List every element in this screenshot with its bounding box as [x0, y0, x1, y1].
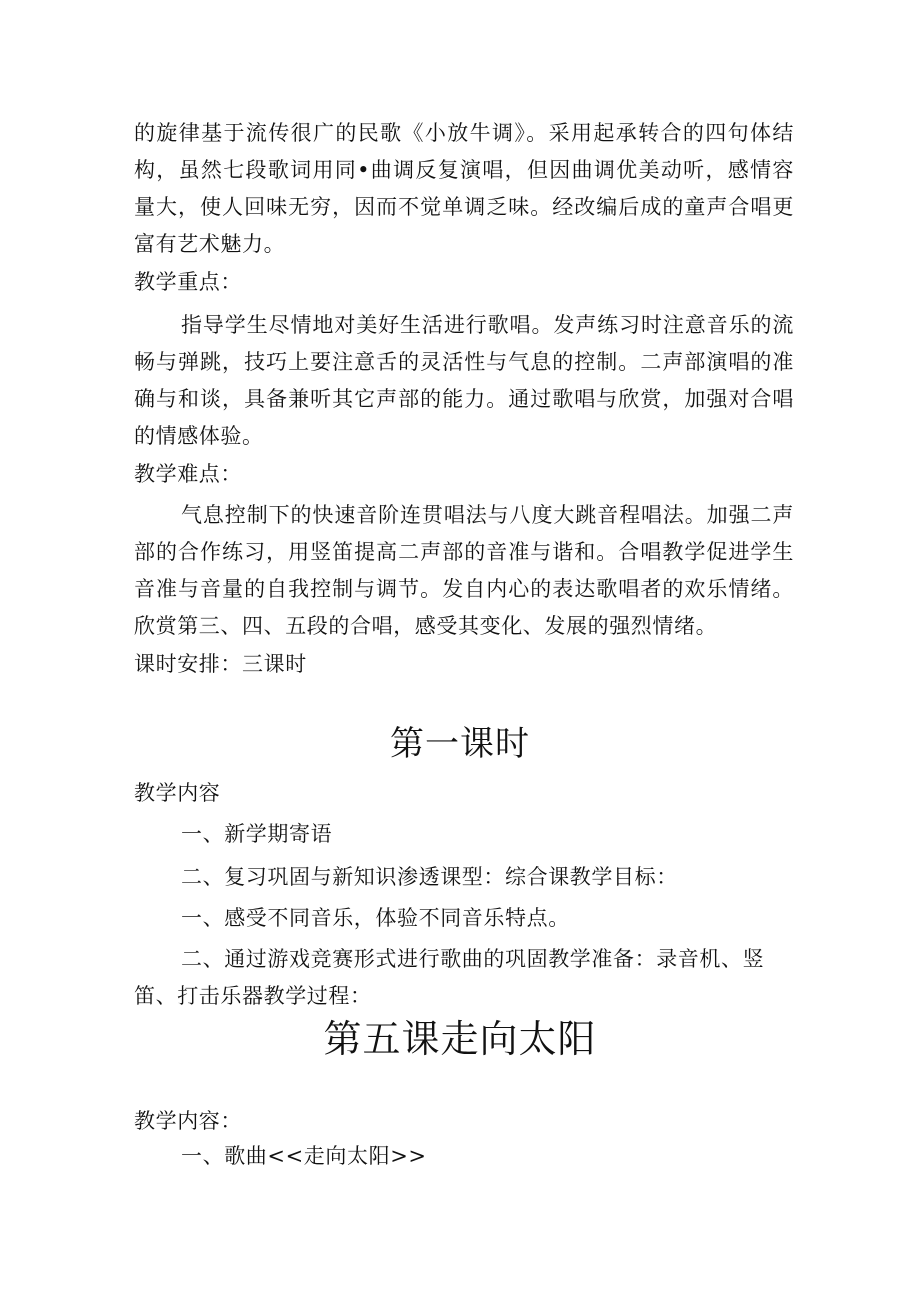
lesson-one-item: 二、复习巩固与新知识渗透课型：综合课教学目标： [181, 865, 678, 889]
difficulties-label: 教学难点： [134, 462, 242, 486]
difficulties-paragraph: 气息控制下的快速音阶连贯唱法与八度大跳音程唱法。加强二声部的合作练习，用竖笛提高二声部的音准与谐和。合唱教学促进学生音准与音量的自我控制与调节。发自内心的表达歌唱者的欢乐情绪。欣赏第三、四、五段的合唱，感受其变化、发展的强烈情绪。 [134, 503, 794, 638]
intro-paragraph: 的旋律基于流传很广的民歌《小放牛调》。采用起承转合的四句体结构，虽然七段歌词用同•曲调反复演唱，但因曲调优美动听，感情容量大，使人回味无穷，因而不觉单调乏味。经改编后成的童声合唱更富有艺术魅力。 [134, 121, 794, 256]
key-points-paragraph: 指导学生尽情地对美好生活进行歌唱。发声练习时注意音乐的流畅与弹跳，技巧上要注意舌的灵活性与气息的控制。二声部演唱的准确与和谈，具备兼听其它声部的能力。通过歌唱与欣赏，加强对合唱的情感体验。 [134, 313, 794, 448]
schedule-text: 课时安排：三课时 [134, 652, 307, 676]
lesson-five-item: 一、歌曲<<走向太阳>> [181, 1144, 427, 1168]
lesson-one-item: 二、通过游戏竞赛形式进行歌曲的巩固教学准备：录音机、竖笛、打击乐器教学过程： [134, 947, 765, 1008]
lesson-five-title: 第五课走向太阳 [323, 1017, 597, 1061]
lesson-one-item: 一、新学期寄语 [181, 822, 333, 846]
lesson-five-content-label: 教学内容： [134, 1109, 242, 1133]
key-points-label: 教学重点： [134, 270, 242, 294]
lesson-one-content-label: 教学内容 [134, 781, 221, 805]
lesson-one-title: 第一课时 [390, 724, 530, 764]
lesson-one-item: 一、感受不同音乐，体验不同音乐特点。 [181, 906, 570, 930]
